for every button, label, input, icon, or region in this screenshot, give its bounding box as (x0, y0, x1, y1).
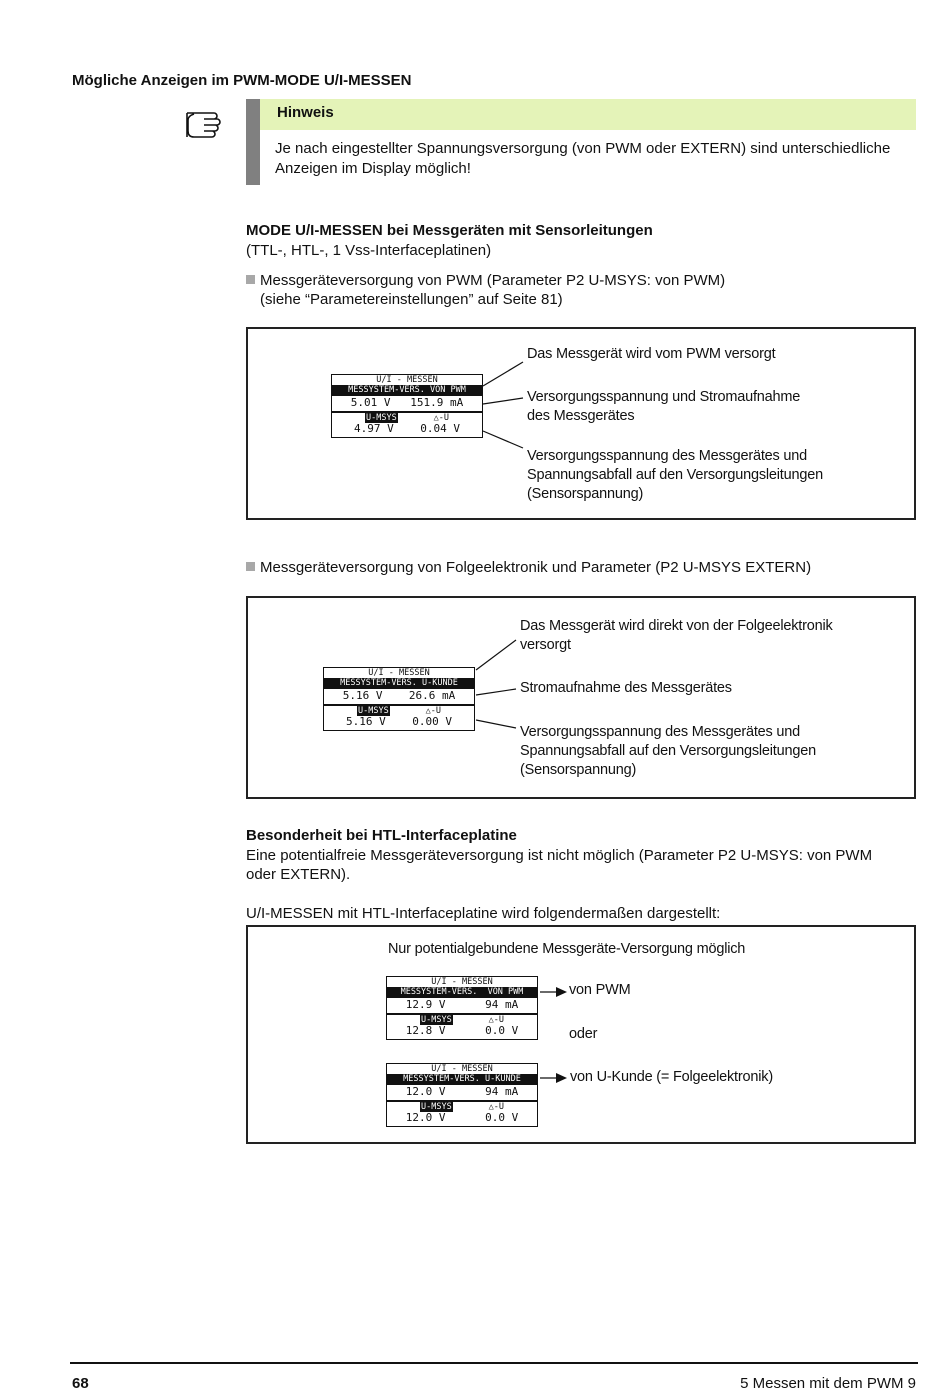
lcd-1-umsys-label: U-MSYS (366, 413, 397, 423)
lcd-3-values-bottom: 12.8 V 0.0 V (405, 1024, 519, 1037)
fig1-annotation-3a: Versorgungsspannung des Messgerätes und (527, 448, 807, 464)
fig2-annotation-1b: versorgt (520, 637, 571, 653)
lcd-1-title: U/I - MESSEN (376, 375, 438, 385)
fig1-annotation-2b: des Messgerätes (527, 408, 635, 424)
fig2-annotation-3b: Spannungsabfall auf den Versorgungsleitungen (520, 743, 816, 759)
lcd-2-values-top: 5.16 V 26.6 mA (342, 689, 456, 702)
lcd-2-umsys-label: U-MSYS (358, 706, 389, 716)
bullet-square-icon (246, 275, 255, 284)
pointing-hand-icon (184, 104, 228, 140)
fig3-caption: Nur potentialgebundene Messgeräte-Versorgung möglich (388, 941, 746, 957)
lcd-2-values-bottom: 5.16 V 0.00 V (346, 715, 452, 728)
section2-text-line1: Eine potentialfreie Messgeräteversorgung ist nicht möglich (Parameter P2 U-MSYS: von PWM (246, 847, 873, 864)
page-heading: Mögliche Anzeigen im PWM-MODE U/I-MESSEN (72, 72, 412, 89)
fig2-annotation-1a: Das Messgerät wird direkt von der Folgeelektronik (520, 618, 833, 634)
bullet-item-2 (246, 558, 811, 577)
fig1-annotation-1: Das Messgerät wird vom PWM versorgt (527, 346, 776, 362)
footer-rule (70, 1362, 918, 1364)
lcd-display-3 (386, 976, 538, 1040)
lcd-2-title: U/I - MESSEN (368, 668, 430, 678)
lcd-4-mode: MESSYSTEM-VERS. U-KUNDE (387, 1074, 537, 1085)
lcd-4-delta-label: △-U (488, 1102, 504, 1112)
fig1-annotation-3b: Spannungsabfall auf den Versorgungsleitungen (527, 467, 823, 483)
lcd-3-values-top: 12.9 V 94 mA (405, 998, 519, 1011)
bullet-2-text: Messgeräteversorgung von Folgeelektronik und Parameter (P2 U-MSYS EXTERN) (260, 559, 812, 576)
lcd-3-title: U/I - MESSEN (431, 977, 493, 987)
lcd-3-umsys-label: U-MSYS (421, 1015, 452, 1025)
lcd-display-2 (323, 667, 475, 731)
section2-text-line2: oder EXTERN). (246, 866, 351, 883)
fig3-label-von-u-kunde: von U-Kunde (= Folgeelektronik) (570, 1069, 773, 1085)
section2-title: Besonderheit bei HTL-Interfaceplatine (246, 827, 517, 844)
page-number: 68 (72, 1375, 89, 1392)
section1-subtitle: (TTL-, HTL-, 1 Vss-Interfaceplatinen) (246, 242, 492, 259)
lcd-4-title: U/I - MESSEN (431, 1064, 493, 1074)
section2-intro: U/I-MESSEN mit HTL-Interfaceplatine wird folgendermaßen dargestellt: (246, 905, 721, 922)
note-header (260, 99, 916, 130)
bullet-1-line2: (siehe “Parametereinstellungen” auf Seite 81) (260, 291, 563, 308)
lcd-4-values-bottom: 12.0 V 0.0 V (405, 1111, 519, 1124)
lcd-3-delta-label: △-U (488, 1015, 504, 1025)
lcd-display-4 (386, 1063, 538, 1127)
bullet-square-icon (246, 562, 255, 571)
lcd-2-delta-label: △-U (425, 706, 441, 716)
note-accent-bar (246, 99, 260, 185)
fig2-annotation-2: Stromaufnahme des Messgerätes (520, 680, 732, 696)
chapter-title: 5 Messen mit dem PWM 9 (740, 1375, 916, 1392)
lcd-1-mode: MESSYSTEM-VERS. VON PWM (332, 385, 482, 396)
lcd-4-values-top: 12.0 V 94 mA (405, 1085, 519, 1098)
bullet-item-1 (246, 271, 725, 290)
fig1-annotation-3c: (Sensorspannung) (527, 486, 644, 502)
fig2-annotation-3a: Versorgungsspannung des Messgerätes und (520, 724, 800, 740)
lcd-3-mode: MESSYSTEM-VERS. VON PWM (387, 987, 537, 998)
fig3-or: oder (569, 1026, 598, 1042)
bullet-1-line1: Messgeräteversorgung von PWM (Parameter P2 U-MSYS: von PWM) (260, 272, 726, 289)
lcd-1-values-top: 5.01 V 151.9 mA (350, 396, 464, 409)
lcd-1-values-bottom: 4.97 V 0.04 V (354, 422, 460, 435)
note-title: Hinweis (277, 104, 334, 121)
fig1-annotation-2a: Versorgungsspannung und Stromaufnahme (527, 389, 801, 405)
fig2-annotation-3c: (Sensorspannung) (520, 762, 637, 778)
note-text: Je nach eingestellter Spannungsversorgung (von PWM oder EXTERN) sind unterschiedliche Anzeigen im Display möglich! (275, 140, 891, 177)
lcd-4-umsys-label: U-MSYS (421, 1102, 452, 1112)
section1-title: MODE U/I-MESSEN bei Messgeräten mit Sensorleitungen (246, 222, 653, 239)
lcd-1-delta-label: △-U (433, 413, 449, 423)
fig3-label-von-pwm: von PWM (569, 982, 631, 998)
lcd-2-mode: MESSYSTEM-VERS. U-KUNDE (324, 678, 474, 689)
lcd-display-1 (331, 374, 483, 438)
